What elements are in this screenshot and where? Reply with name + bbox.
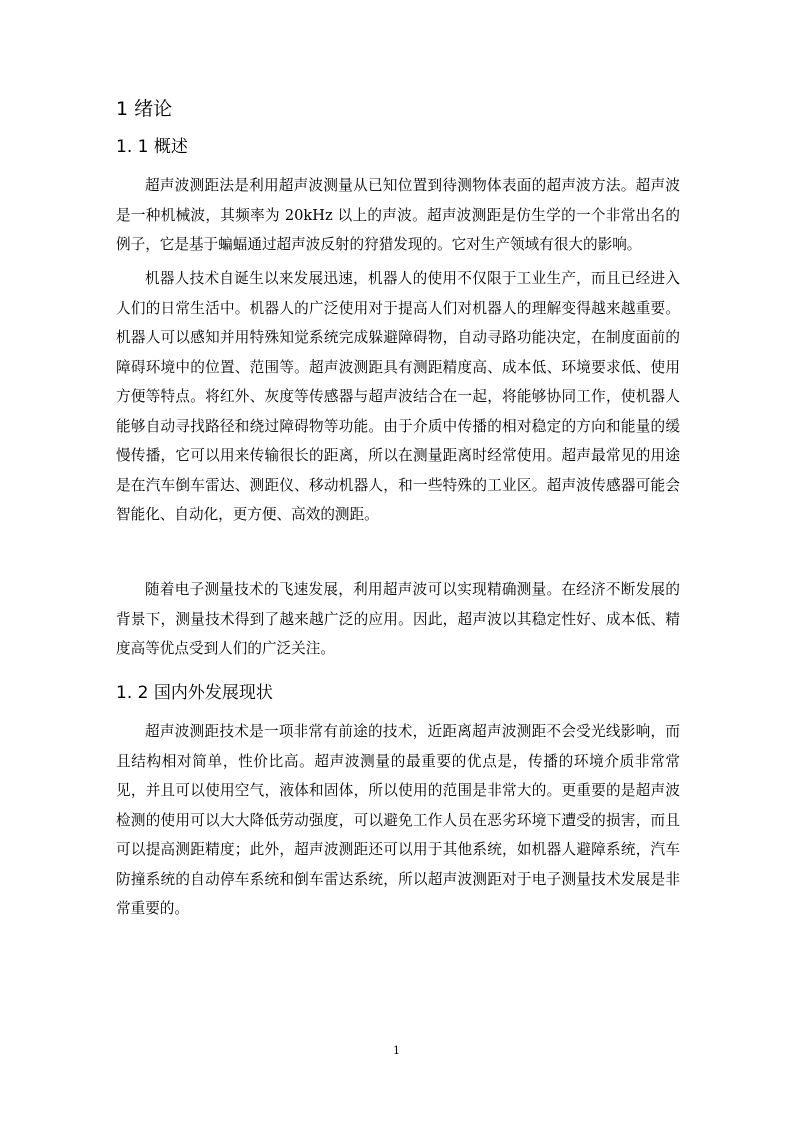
section-heading-overview: 1. 1 概述 — [116, 137, 188, 157]
paragraph: 超声波测距法是利用超声波测量从已知位置到待测物体表面的超声波方法。超声波是一种机械波，其频率为 20kHz 以上的声波。超声波测距是仿生学的一个非常出名的例子，它是基于蝙蝠通过超声波反射的狩猎发现的。它对生产领域有很大的影响。 — [116, 177, 680, 253]
page-number: 1 — [393, 1044, 400, 1057]
paragraph: 机器人技术自诞生以来发展迅速，机器人的使用不仅限于工业生产，而且已经进入人们的日常生活中。机器人的广泛使用对于提高人们对机器人的理解变得越来越重要。机器人可以感知并用特殊知觉系统完成躲避障碍物，自动寻路功能决定，在制度面前的障碍环境中的位置、范围等。超声波测距具有测距精度高、成本低、环境要求低、使用方便等特点。将红外、灰度等传感器与超声波结合在一起，将能够协同工作，使机器人能够自动寻找路径和绕过障碍物等功能。由于介质中传播的相对稳定的方向和能量的缓慢传播，它可以用来传输很长的距离，所以在测量距离时经常使用。超声最常见的用途是在汽车倒车雷达、测距仪、移动机器人，和一些特殊的工业区。超声波传感器可能会智能化、自动化，更方便、高效的测距。 — [116, 270, 680, 523]
paragraph: 超声波测距技术是一项非常有前途的技术，近距离超声波测距不会受光线影响，而且结构相对简单，性价比高。超声波测量的最重要的优点是，传播的环境介质非常常见，并且可以使用空气，液体和固体，所以使用的范围是非常大的。更重要的是超声波检测的使用可以大大降低劳动强度，可以避免工作人员在恶劣环境下遭受的损害，而且可以提高测距精度；此外，超声波测距还可以用于其他系统，如机器人避障系统，汽车防撞系统的自动停车系统和倒车雷达系统，所以超声波测距对于电子测量技术发展是非常重要的。 — [116, 723, 680, 917]
section-heading-status: 1. 2 国内外发展现状 — [116, 683, 273, 703]
paragraph: 随着电子测量技术的飞速发展，利用超声波可以实现精确测量。在经济不断发展的背景下，测量技术得到了越来越广泛的应用。因此，超声波以其稳定性好、成本低、精度高等优点受到人们的广泛关注。 — [116, 581, 680, 657]
chapter-title: 1 绪论 — [116, 98, 173, 120]
